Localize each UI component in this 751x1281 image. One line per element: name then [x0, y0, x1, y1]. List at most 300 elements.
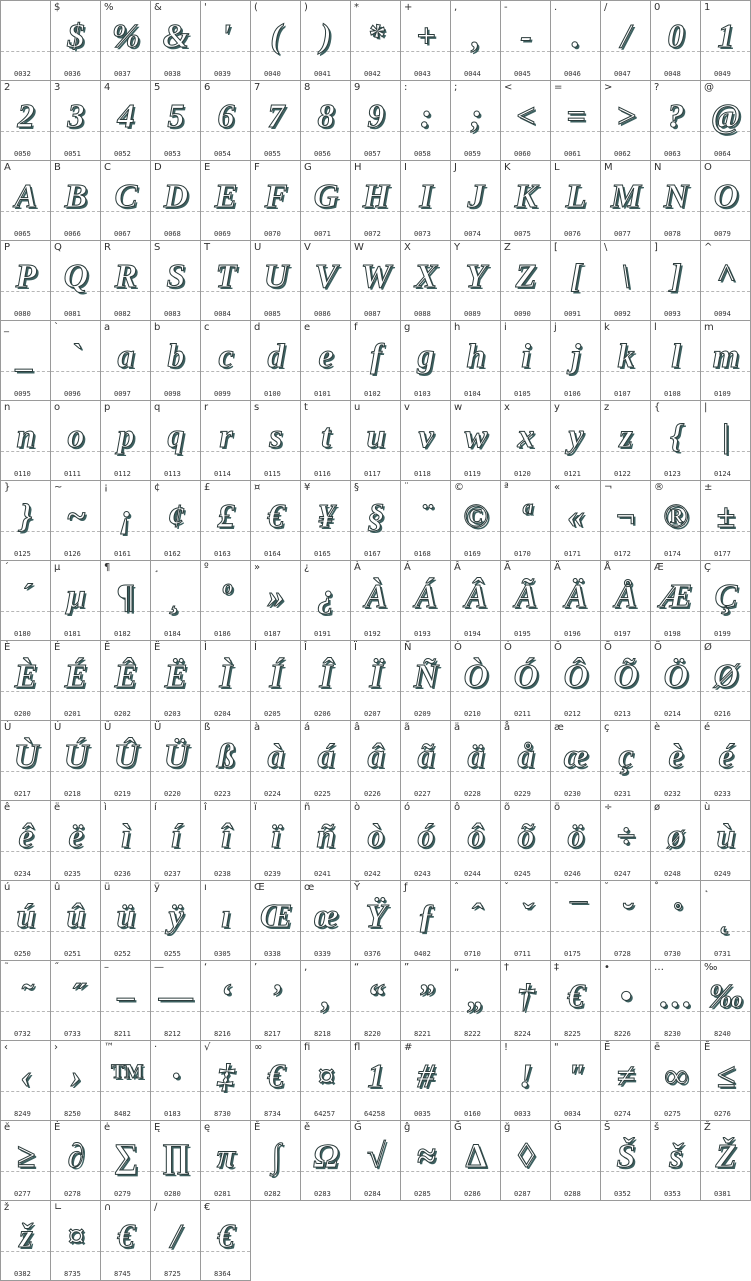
glyph-cell: [401, 321, 451, 401]
glyph-cell: [601, 481, 651, 561]
glyph-key-label: \: [604, 242, 608, 253]
glyph-cell: [151, 881, 201, 961]
glyph-key-label: ę: [204, 1122, 211, 1133]
glyph-sample: ^: [716, 258, 735, 295]
glyph-sample: Õ: [613, 658, 638, 695]
glyph-cell: [601, 321, 651, 401]
glyph-key-label: ē: [654, 1042, 661, 1053]
glyph-sample: 1: [367, 1058, 384, 1095]
glyph-code: 0206: [314, 710, 331, 718]
glyph-cell: [251, 801, 301, 881]
glyph-code: 0051: [64, 150, 81, 158]
glyph-cell: [351, 561, 401, 641]
glyph-sample: ~: [66, 498, 85, 535]
glyph-cell: [601, 721, 651, 801]
glyph-cell: [151, 561, 201, 641]
glyph-code: 0086: [314, 310, 331, 318]
glyph-code: 0161: [114, 550, 131, 558]
glyph-cell: [501, 881, 551, 961]
glyph-code: 0195: [514, 630, 531, 638]
glyph-key-label: ”: [404, 962, 410, 973]
glyph-sample: &: [162, 18, 189, 55]
glyph-code: 0281: [214, 1190, 231, 1198]
glyph-code: 0199: [714, 630, 731, 638]
glyph-cell: [51, 961, 101, 1041]
glyph-code: 0044: [464, 70, 481, 78]
glyph-cell: [251, 161, 301, 241]
glyph-sample: ì: [121, 818, 130, 855]
glyph-code: 0078: [664, 230, 681, 238]
glyph-sample: /: [171, 1218, 180, 1255]
glyph-code: 8725: [164, 1270, 181, 1278]
glyph-cell: [101, 881, 151, 961]
glyph-code: 0227: [414, 790, 431, 798]
glyph-key-label: Ó: [504, 642, 512, 653]
glyph-sample: é: [718, 738, 733, 775]
glyph-cell: [451, 401, 501, 481]
glyph-code: 0212: [564, 710, 581, 718]
glyph-code: 0084: [214, 310, 231, 318]
glyph-sample: Ø: [713, 658, 738, 695]
glyph-cell: [201, 641, 251, 721]
glyph-cell: [501, 721, 551, 801]
glyph-key-label: Ã: [504, 562, 511, 573]
glyph-key-label: Á: [404, 562, 411, 573]
glyph-cell: [601, 561, 651, 641]
glyph-sample: %: [111, 18, 140, 55]
glyph-code: 0248: [664, 870, 681, 878]
glyph-sample: -: [520, 18, 531, 55]
glyph-sample: ±: [716, 498, 735, 535]
glyph-key-label: ): [304, 2, 308, 13]
glyph-code: 0081: [64, 310, 81, 318]
glyph-sample: Š: [616, 1138, 635, 1175]
glyph-sample: !: [519, 1058, 532, 1095]
glyph-sample: Ã: [514, 578, 537, 615]
glyph-sample: š: [669, 1138, 682, 1175]
glyph-cell: [701, 481, 751, 561]
glyph-cell: [151, 721, 201, 801]
glyph-cell: [651, 1121, 701, 1201]
glyph-cell: [401, 801, 451, 881]
glyph-code: 0286: [464, 1190, 481, 1198]
glyph-sample: ä: [467, 738, 484, 775]
glyph-sample: Ñ: [413, 658, 438, 695]
glyph-cell: [651, 561, 701, 641]
glyph-cell: [51, 1041, 101, 1121]
glyph-key-label: +: [404, 2, 413, 13]
glyph-key-label: Ì: [204, 642, 207, 653]
glyph-cell: [101, 481, 151, 561]
glyph-cell: [651, 321, 701, 401]
glyph-code: 0072: [364, 230, 381, 238]
glyph-code: 0071: [314, 230, 331, 238]
glyph-cell: [51, 801, 101, 881]
glyph-key-label: ': [204, 2, 207, 13]
glyph-code: 0045: [514, 70, 531, 78]
glyph-key-label: ë: [54, 802, 61, 813]
glyph-sample: <: [516, 98, 535, 135]
glyph-cell: [601, 161, 651, 241]
glyph-cell: [651, 481, 701, 561]
glyph-cell: [201, 401, 251, 481]
glyph-code: 8216: [214, 1030, 231, 1038]
glyph-sample: K: [514, 178, 537, 215]
glyph-code: 0381: [714, 1190, 731, 1198]
glyph-cell: [301, 161, 351, 241]
glyph-cell: [401, 161, 451, 241]
glyph-sample: T: [215, 258, 236, 295]
glyph-key-label: â: [354, 722, 361, 733]
glyph-key-label: Å: [604, 562, 611, 573]
glyph-key-label: ž: [4, 1202, 10, 1213]
glyph-code: 0210: [464, 710, 481, 718]
glyph-sample: ˆ: [470, 898, 481, 935]
glyph-key-label: ÿ: [154, 882, 160, 893]
glyph-key-label: Â: [454, 562, 461, 573]
glyph-code: 0098: [164, 390, 181, 398]
glyph-key-label: h: [454, 322, 461, 333]
glyph-code: 0093: [664, 310, 681, 318]
glyph-key-label: õ: [504, 802, 511, 813]
glyph-sample: q: [167, 418, 184, 455]
glyph-key-label: ó: [404, 802, 411, 813]
glyph-sample: …: [659, 978, 692, 1015]
glyph-sample: J: [467, 178, 484, 215]
glyph-sample: G: [313, 178, 338, 215]
glyph-cell: [101, 1121, 151, 1201]
glyph-sample: ƒ: [417, 898, 434, 935]
glyph-code: 0082: [114, 310, 131, 318]
glyph-code: 0087: [364, 310, 381, 318]
glyph-key-label: ê: [4, 802, 11, 813]
glyph-cell: [701, 641, 751, 721]
glyph-code: 0194: [464, 630, 481, 638]
glyph-cell: [151, 81, 201, 161]
glyph-cell: [451, 641, 501, 721]
glyph-cell: [251, 961, 301, 1041]
glyph-sample: —: [159, 978, 192, 1015]
glyph-code: 0234: [14, 870, 31, 878]
glyph-code: 0046: [564, 70, 581, 78]
glyph-cell: [251, 241, 301, 321]
glyph-code: 0169: [464, 550, 481, 558]
glyph-cell: [101, 161, 151, 241]
glyph-code: 0339: [314, 950, 331, 958]
glyph-cell: [551, 401, 601, 481]
glyph-key-label: <: [504, 82, 513, 93]
glyph-key-label: Ž: [704, 1122, 711, 1133]
glyph-cell: [551, 161, 601, 241]
glyph-code: 8225: [564, 1030, 581, 1038]
glyph-code: 0282: [264, 1190, 281, 1198]
glyph-code: 0198: [664, 630, 681, 638]
glyph-key-label: ¯: [554, 882, 559, 893]
glyph-key-label: o: [54, 402, 61, 413]
glyph-key-label: Õ: [604, 642, 612, 653]
glyph-key-label: ě: [304, 1122, 311, 1133]
glyph-code: 8735: [64, 1270, 81, 1278]
glyph-cell: [1, 81, 51, 161]
glyph-code: 0033: [514, 1110, 531, 1118]
glyph-key-label: ì: [104, 802, 107, 813]
glyph-code: 0049: [714, 70, 731, 78]
glyph-code: 0040: [264, 70, 281, 78]
glyph-cell: [401, 401, 451, 481]
glyph-key-label: L: [554, 162, 560, 173]
glyph-cell: [451, 241, 501, 321]
glyph-sample: •: [620, 978, 631, 1015]
glyph-key-label: I: [404, 162, 407, 173]
glyph-sample: j: [571, 338, 580, 375]
glyph-cell: [501, 321, 551, 401]
glyph-sample: +: [416, 18, 435, 55]
glyph-sample: ˚: [670, 898, 681, 935]
glyph-code: 0711: [514, 950, 531, 958]
glyph-code: 0249: [714, 870, 731, 878]
glyph-sample: ´: [20, 578, 31, 615]
glyph-key-label: ˇ: [504, 882, 509, 893]
glyph-code: 0050: [14, 150, 31, 158]
glyph-cell: [451, 561, 501, 641]
glyph-key-label: „: [454, 962, 460, 973]
glyph-key-label: Ñ: [404, 642, 412, 653]
glyph-key-label: ¶: [104, 562, 111, 573]
glyph-code: 0223: [214, 790, 231, 798]
glyph-sample: ‡: [217, 1058, 234, 1095]
glyph-cell: [451, 81, 501, 161]
glyph-cell: [251, 1, 301, 81]
glyph-sample: ≤: [716, 1058, 735, 1095]
glyph-sample: *: [367, 18, 384, 55]
glyph-sample: i: [521, 338, 530, 375]
glyph-key-label: b: [154, 322, 161, 333]
glyph-code: 8226: [614, 1030, 631, 1038]
glyph-code: 0043: [414, 70, 431, 78]
glyph-key-label: ß: [204, 722, 211, 733]
glyph-key-label: œ: [304, 882, 315, 893]
glyph-cell: [51, 241, 101, 321]
glyph-code: 0167: [364, 550, 381, 558]
glyph-key-label: Ú: [54, 722, 62, 733]
glyph-sample: Î: [319, 658, 332, 695]
glyph-code: 0119: [464, 470, 481, 478]
glyph-code: 0243: [414, 870, 431, 878]
glyph-cell: [701, 1041, 751, 1121]
glyph-code: 0126: [64, 550, 81, 558]
glyph-key-label: Û: [104, 722, 112, 733]
glyph-sample: Œ: [259, 898, 292, 935]
glyph-key-label: (: [254, 2, 258, 13]
glyph-code: 0037: [114, 70, 131, 78]
glyph-code: 8249: [14, 1110, 31, 1118]
glyph-code: 64257: [314, 1110, 336, 1118]
glyph-key-label: º: [204, 562, 209, 573]
glyph-key-label: ô: [454, 802, 461, 813]
glyph-key-label: z: [604, 402, 610, 413]
glyph-cell: [51, 561, 101, 641]
glyph-cell: [251, 401, 301, 481]
glyph-cell: [551, 801, 601, 881]
glyph-code: 0092: [614, 310, 631, 318]
glyph-cell: [1, 1201, 51, 1281]
glyph-sample: ã: [417, 738, 434, 775]
glyph-cell: [501, 241, 551, 321]
glyph-sample: ï: [271, 818, 280, 855]
glyph-key-label: ›: [54, 1042, 58, 1053]
glyph-cell: [501, 961, 551, 1041]
glyph-key-label: ĝ: [404, 1122, 411, 1133]
glyph-cell: [451, 801, 501, 881]
glyph-cell: [201, 721, 251, 801]
glyph-key-label: %: [104, 2, 114, 13]
glyph-key-label: ﬁ: [304, 1042, 311, 1053]
glyph-sample: ª: [521, 498, 530, 535]
glyph-key-label: á: [304, 722, 311, 733]
glyph-cell: [701, 1121, 751, 1201]
glyph-sample: 9: [367, 98, 384, 135]
glyph-sample: ™: [109, 1058, 142, 1095]
glyph-cell: [301, 241, 351, 321]
glyph-cell: [101, 241, 151, 321]
glyph-sample: Ž: [715, 1138, 736, 1175]
glyph-sample: Ä: [564, 578, 587, 615]
glyph-sample: F: [264, 178, 287, 215]
glyph-sample: m: [712, 338, 739, 375]
glyph-key-label: ,: [454, 2, 458, 13]
glyph-sample: û: [66, 898, 85, 935]
glyph-cell: [401, 1121, 451, 1201]
glyph-sample: â: [367, 738, 384, 775]
glyph-code: 0079: [714, 230, 731, 238]
glyph-key-label: ª: [504, 482, 509, 493]
glyph-cell: [601, 1121, 651, 1201]
glyph-code: 0382: [14, 1270, 31, 1278]
glyph-sample: =: [566, 98, 585, 135]
glyph-key-label: {: [654, 402, 661, 413]
glyph-cell: [51, 881, 101, 961]
glyph-code: 0284: [364, 1190, 381, 1198]
glyph-sample: Ÿ: [365, 898, 386, 935]
glyph-sample: (: [270, 18, 281, 55]
glyph-sample: [: [570, 258, 581, 295]
glyph-sample: ÷: [616, 818, 635, 855]
glyph-cell: [351, 161, 401, 241]
glyph-sample: 3: [67, 98, 84, 135]
glyph-sample: ¿: [317, 578, 334, 615]
glyph-key-label: È: [4, 642, 11, 653]
glyph-key-label: /: [604, 2, 608, 13]
glyph-key-label: Ö: [654, 642, 662, 653]
glyph-key-label: Ğ: [454, 1122, 462, 1133]
glyph-code: 8220: [364, 1030, 381, 1038]
glyph-code: 0062: [614, 150, 631, 158]
glyph-cell: [601, 801, 651, 881]
glyph-cell: [1, 321, 51, 401]
glyph-code: 0168: [414, 550, 431, 558]
glyph-sample: ¤: [317, 1058, 334, 1095]
glyph-sample: P: [15, 258, 36, 295]
glyph-key-label: H: [354, 162, 362, 173]
glyph-sample: î: [221, 818, 230, 855]
glyph-cell: [501, 161, 551, 241]
glyph-key-label: Ô: [554, 642, 562, 653]
glyph-code: 0250: [14, 950, 31, 958]
glyph-cell: [601, 401, 651, 481]
glyph-code: 0192: [364, 630, 381, 638]
glyph-cell: [451, 1, 501, 81]
glyph-sample: Ë: [164, 658, 187, 695]
glyph-sample: ': [221, 18, 230, 55]
glyph-sample: l: [671, 338, 680, 375]
glyph-code: 0730: [664, 950, 681, 958]
glyph-sample: €: [117, 1218, 134, 1255]
glyph-cell: [1, 241, 51, 321]
glyph-code: 0109: [714, 390, 731, 398]
glyph-cell: [1, 401, 51, 481]
glyph-cell: [151, 321, 201, 401]
glyph-key-label: i: [504, 322, 507, 333]
glyph-key-label: ®: [654, 482, 664, 493]
glyph-key-label: .: [554, 2, 558, 13]
glyph-key-label: £: [204, 482, 211, 493]
glyph-code: 0245: [514, 870, 531, 878]
glyph-key-label: C: [104, 162, 111, 173]
glyph-cell: [401, 641, 451, 721]
glyph-cell: [551, 321, 601, 401]
glyph-key-label: 6: [204, 82, 211, 93]
glyph-code: 0125: [14, 550, 31, 558]
glyph-key-label: ’: [254, 962, 258, 973]
glyph-sample: R: [114, 258, 137, 295]
glyph-key-label: ñ: [304, 802, 311, 813]
glyph-key-label: *: [354, 2, 359, 13]
glyph-cell: [251, 481, 301, 561]
glyph-code: 0241: [314, 870, 331, 878]
glyph-code: 0099: [214, 390, 231, 398]
glyph-key-label: Ä: [554, 562, 561, 573]
glyph-cell: [1, 1121, 51, 1201]
glyph-cell: [551, 961, 601, 1041]
glyph-sample: £: [217, 498, 234, 535]
glyph-code: 0217: [14, 790, 31, 798]
glyph-sample: @: [711, 98, 740, 135]
glyph-code: 0200: [14, 710, 31, 718]
glyph-cell: [401, 481, 451, 561]
glyph-key-label: ƒ: [404, 882, 408, 893]
glyph-cell: [1, 961, 51, 1041]
glyph-code: 0069: [214, 230, 231, 238]
glyph-key-label: ∕: [154, 1202, 158, 1213]
glyph-cell: [1, 1, 51, 81]
glyph-key-label: Ù: [4, 722, 12, 733]
glyph-key-label: Í: [254, 642, 257, 653]
glyph-key-label: ù: [704, 802, 711, 813]
glyph-code: 0285: [414, 1190, 431, 1198]
glyph-sample: ›: [70, 1058, 81, 1095]
glyph-code: 0352: [614, 1190, 631, 1198]
glyph-sample: `: [70, 338, 81, 375]
glyph-sample: €: [267, 1058, 284, 1095]
glyph-cell: [101, 81, 151, 161]
glyph-key-label: 7: [254, 82, 261, 93]
glyph-cell: [701, 241, 751, 321]
glyph-key-label: ±: [704, 482, 713, 493]
glyph-sample: Ì: [219, 658, 232, 695]
glyph-code: 0070: [264, 230, 281, 238]
glyph-cell: [451, 161, 501, 241]
glyph-key-label: §: [354, 482, 359, 493]
